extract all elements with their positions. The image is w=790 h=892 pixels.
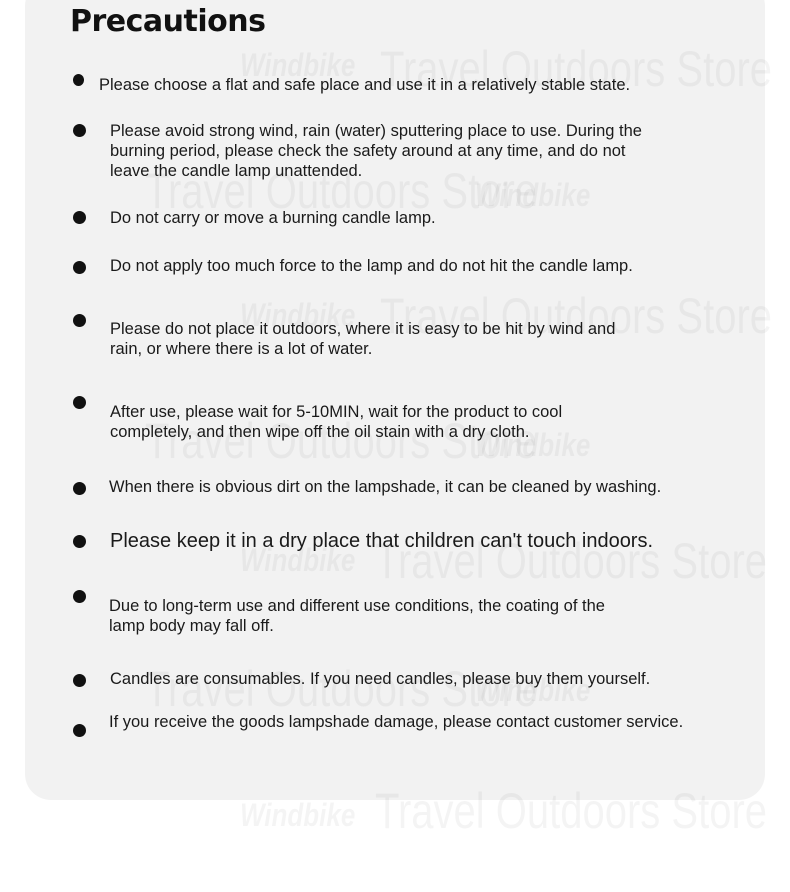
precaution-text: Due to long-term use and different use conditions, the coating of the lamp body may fall off. [109, 597, 605, 635]
bullet-icon [73, 124, 86, 137]
bullet-icon [73, 314, 86, 327]
precaution-text: Please choose a flat and safe place and use it in a relatively stable state. [99, 76, 631, 94]
bullet-icon [73, 261, 86, 274]
bullet-icon [73, 535, 86, 548]
bullet-icon [73, 590, 86, 603]
precaution-text: Please do not place it outdoors, where it is easy to be hit by wind and rain, or where there is a lot of water. [110, 320, 616, 358]
bullet-icon [73, 396, 86, 409]
precaution-text: Do not apply too much force to the lamp and do not hit the candle lamp. [110, 257, 633, 275]
bullet-icon [73, 674, 86, 687]
precaution-text: Please avoid strong wind, rain (water) sputtering place to use. During the burning period, please check the safety around at any time, and do not leave the candle lamp unattended. [110, 122, 642, 180]
precaution-text: Please keep it in a dry place that children can't touch indoors. [110, 530, 654, 552]
page-title: Precautions [70, 4, 266, 39]
precaution-text: If you receive the goods lampshade damage, please contact customer service. [109, 713, 684, 731]
precaution-text: Do not carry or move a burning candle lamp. [110, 209, 436, 227]
precaution-text: Candles are consumables. If you need candles, please buy them yourself. [110, 670, 651, 688]
bullet-icon [73, 74, 84, 86]
bullet-icon [73, 724, 86, 737]
bullet-icon [73, 211, 86, 224]
watermark-brand [240, 796, 355, 835]
precaution-text: When there is obvious dirt on the lampshade, it can be cleaned by washing. [109, 478, 662, 496]
precaution-text: After use, please wait for 5-10MIN, wait for the product to cool completely, and then wipe off the oil stain with a dry cloth. [110, 403, 563, 441]
bullet-icon [73, 482, 86, 495]
